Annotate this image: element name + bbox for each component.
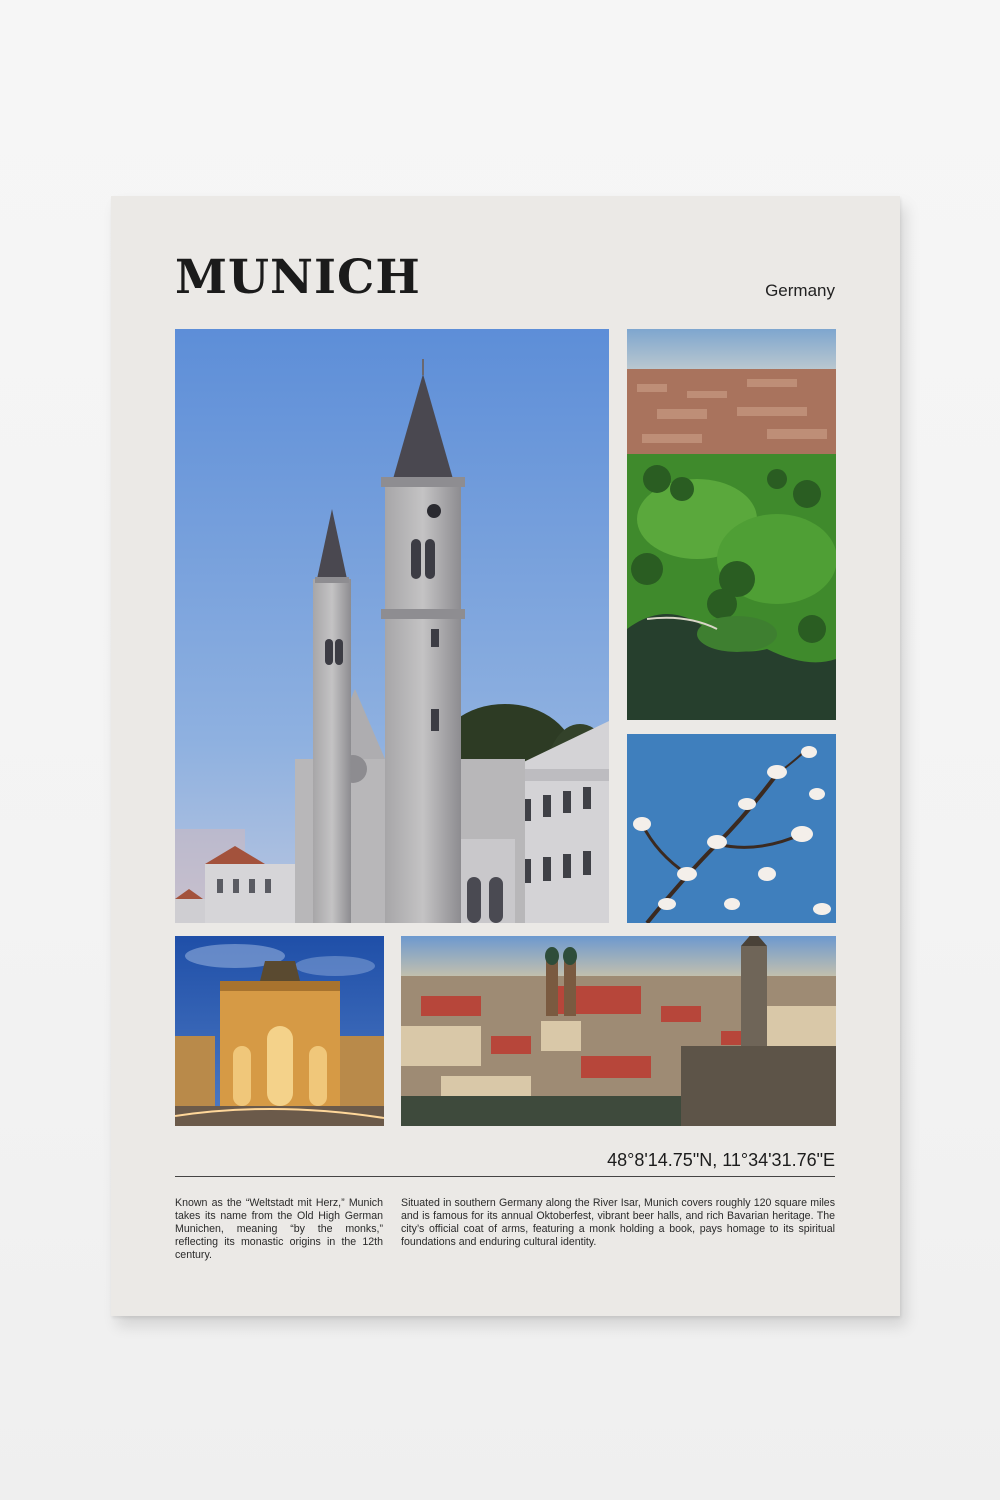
divider-line [175, 1176, 835, 1177]
country-label: Germany [765, 281, 835, 300]
intro-paragraph: Known as the “Weltstadt mit Herz,” Munich takes its name from the Old High German Munichen, meaning “by the monks,” reflecting its monastic origins in the 12th century. [175, 1197, 383, 1261]
magnolia-blossom-photo [627, 734, 836, 923]
aerial-park-photo [627, 329, 836, 720]
city-title: MUNICH [175, 250, 421, 305]
city-skyline-photo [401, 936, 836, 1126]
coordinates-text: 48°8'14.75"N, 11°34'31.76"E [607, 1150, 835, 1170]
poster [111, 196, 900, 1316]
church-towers-photo [175, 329, 609, 923]
description-paragraph: Situated in southern Germany along the River Isar, Munich covers roughly 120 square miles and is famous for its annual Oktoberfest, vibrant beer halls, and rich Bavarian heritage. The city’s official coat of arms, featuring a monk holding a book, pays homage to its spiritual foundations and enduring cultural identity. [401, 1197, 835, 1248]
victory-gate-photo [175, 936, 384, 1126]
